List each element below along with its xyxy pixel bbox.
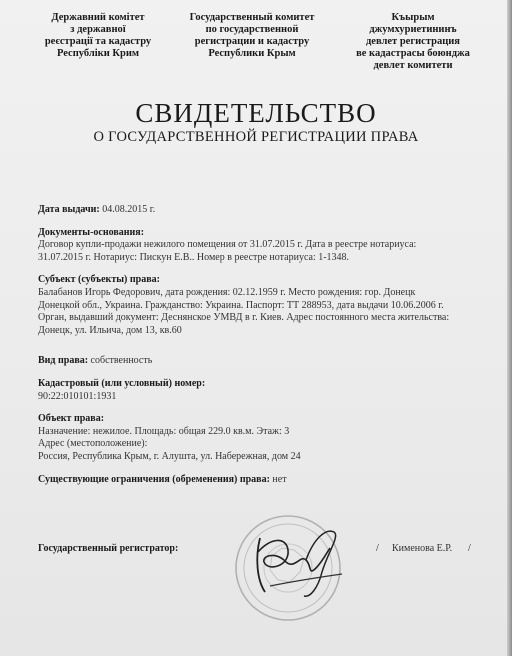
registrar-name: Кименова Е.Р.: [392, 543, 453, 554]
header-mid-line: Республики Крым: [208, 48, 296, 59]
object-label: Объект права:: [38, 413, 105, 425]
restrictions-field: [38, 474, 498, 487]
header-ukrainian: [28, 12, 168, 60]
basis-documents-line: Договор купли-продажи нежилого помещения от 31.07.2015 г. Дата в реестре нотариуса:: [38, 239, 417, 251]
issue-date-label: Дата выдачи:: [38, 204, 100, 215]
header-left-line: реєстрації та кадастру: [44, 36, 152, 47]
cadastral-number-label: Кадастровый (или условный) номер:: [38, 377, 206, 389]
basis-documents-line: 31.07.2015 г. Нотариус: Пискун Е.В.. Номер в реестре нотариуса: 1-1348.: [38, 251, 350, 263]
subjects-line: Донецкой обл., Украина. Гражданство: Украина. Паспорт: ТТ 288953, дата выдачи 10.06.2006 г.: [38, 299, 444, 311]
header-left-line: Державний комітет: [51, 12, 145, 23]
header-right-line: джумхуриетининъ: [369, 24, 457, 35]
restrictions-value: нет: [272, 473, 287, 485]
document-title: СВИДЕТЕЛЬСТВО: [135, 98, 377, 128]
subjects-label: Субъект (субъекты) права:: [38, 274, 160, 286]
registrar-slash-left: /: [376, 543, 379, 554]
object-line: Назначение: нежилое. Площадь: общая 229.0 кв.м. Этаж: 3: [38, 425, 290, 437]
object-field: [38, 413, 498, 463]
official-seal-and-signature: [210, 508, 370, 628]
restrictions-label: Существующие ограничения (обременения) права:: [38, 473, 270, 485]
object-line: Россия, Республика Крым, г. Алушта, ул. Набережная, дом 24: [38, 450, 301, 462]
cadastral-number-field: [38, 378, 498, 403]
subjects-line: Орган, выдавший документ: Деснянское УМВД в г. Киев. Адрес постоянного места жительства:: [38, 312, 450, 324]
right-type-value: собственность: [90, 355, 153, 367]
subjects-line: Донецк, ул. Ильича, дом 13, кв.60: [38, 324, 182, 336]
registrar-label: Государственный регистратор:: [38, 543, 179, 554]
right-type-label: Вид права:: [38, 355, 89, 367]
header-right-line: Къырым: [391, 12, 435, 23]
header: [0, 12, 512, 70]
header-crimean-tatar: [338, 12, 488, 72]
header-left-line: Республіки Крим: [56, 48, 140, 59]
right-type-field: [38, 355, 498, 368]
header-right-line: девлет комитети: [373, 60, 453, 71]
issue-date-value: 04.08.2015 г.: [102, 204, 156, 215]
cadastral-number-value: 90:22:010101:1931: [38, 390, 117, 402]
header-mid-line: Государственный комитет: [189, 12, 315, 23]
certificate-fields: [38, 204, 498, 492]
header-mid-line: регистрации и кадастру: [194, 36, 310, 47]
issue-date-field: [38, 204, 498, 217]
header-right-line: девлет регистрация: [366, 36, 460, 47]
subjects-line: Балабанов Игорь Федорович, дата рождения: 02.12.1959 г. Место рождения: гор. Донецк: [38, 286, 416, 298]
document-subtitle: О ГОСУДАРСТВЕННОЙ РЕГИСТРАЦИИ ПРАВА: [93, 129, 419, 145]
basis-documents-label: Документы-основания:: [38, 226, 145, 238]
registrar-slash-right: /: [468, 543, 471, 554]
header-mid-line: по государственной: [205, 24, 299, 35]
object-line: Адрес (местоположение):: [38, 438, 148, 450]
basis-documents-field: [38, 227, 498, 265]
header-russian: [178, 12, 326, 60]
header-right-line: ве кадастрасы боюнджа: [356, 48, 470, 59]
subjects-field: [38, 274, 498, 337]
header-left-line: з державної: [70, 24, 126, 35]
